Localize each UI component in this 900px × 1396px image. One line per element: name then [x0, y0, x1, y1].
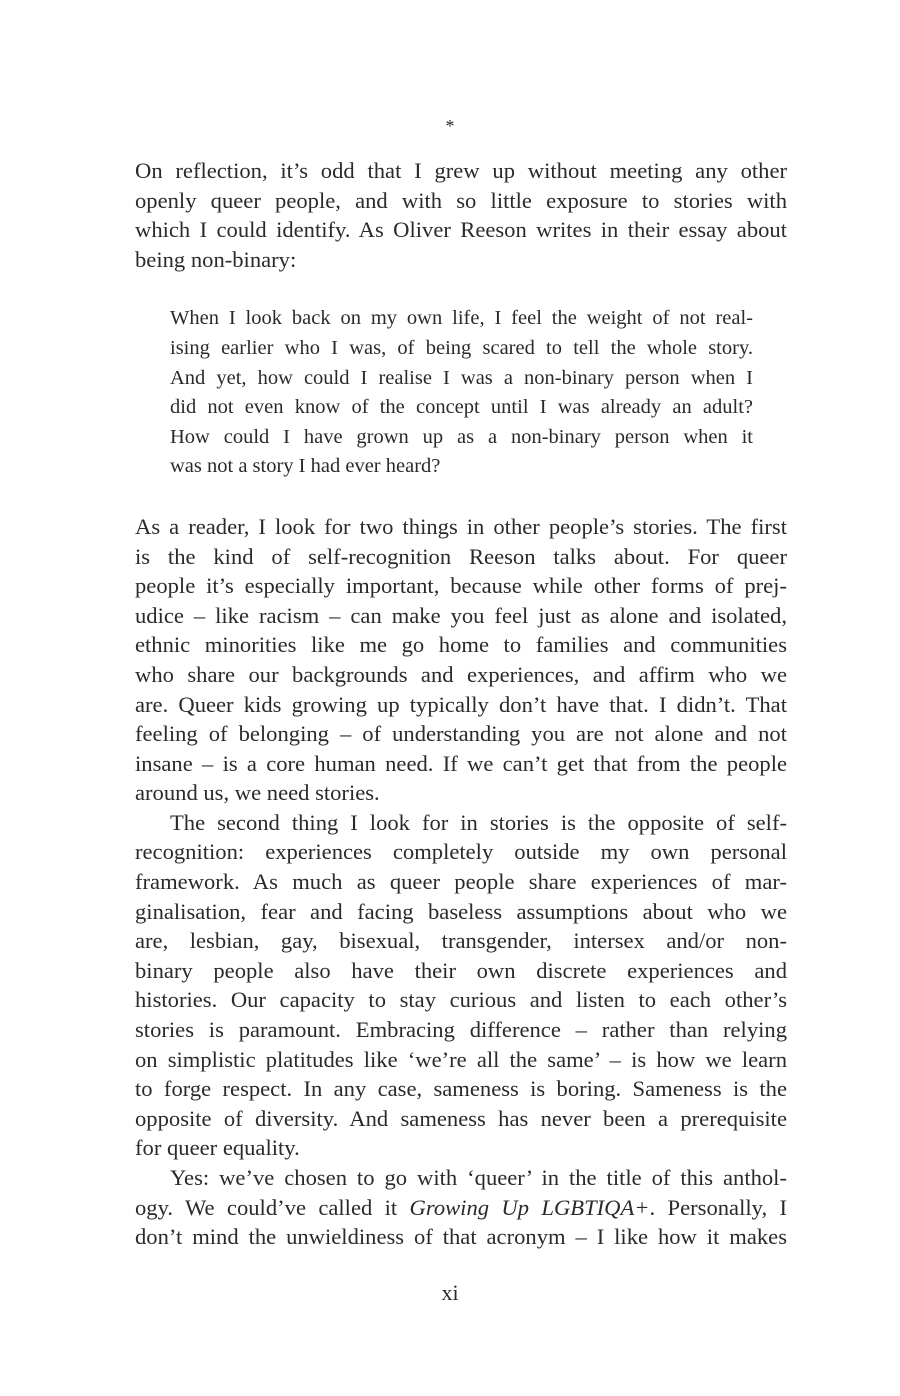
book-title: Growing Up LGBTIQA+ [409, 1194, 650, 1220]
text-line: As a reader, I look for two things in other people’s stories. The first [135, 513, 787, 539]
paragraph-queer-title [135, 1163, 787, 1252]
text-line: insane – is a core human need. If we can’t get that from the people [135, 750, 787, 776]
quote-line: And yet, how could I realise I was a non-binary person when I [170, 366, 753, 389]
text-line: ethnic minorities like me go home to families and communities [135, 632, 787, 658]
text-line: Yes: we’ve chosen to go with ‘queer’ in the title of this anthol- [170, 1165, 787, 1190]
text-line: openly queer people, and with so little exposure to stories with [135, 187, 787, 213]
quote-line: When I look back on my own life, I feel the weight of not real- [170, 307, 753, 330]
text-line: for queer equality. [135, 1135, 300, 1161]
text-line: The second thing I look for in stories is the opposite of self- [170, 809, 787, 835]
text-line: udice – like racism – can make you feel just as alone and isolated, [135, 602, 787, 628]
text-segment: ogy. We could’ve called it [135, 1194, 410, 1220]
quote-line: was not a story I had ever heard? [170, 455, 441, 478]
text-line: to forge respect. In any case, sameness is boring. Sameness is the [135, 1076, 787, 1102]
text-line: recognition: experiences completely outside my own personal [135, 839, 787, 865]
text-line: are. Queer kids growing up typically don’t have that. I didn’t. That [135, 691, 787, 717]
section-separator: * [445, 116, 455, 136]
text-line: binary people also have their own discrete experiences and [135, 957, 787, 983]
quote-line: How could I have grown up as a non-binary person when it [170, 425, 753, 448]
text-line: opposite of diversity. And sameness has never been a prerequisite [135, 1105, 787, 1131]
text-line: people it’s especially important, because while other forms of prej- [135, 573, 787, 599]
text-line: histories. Our capacity to stay curious and listen to each other’s [135, 987, 787, 1013]
paragraph-reader [135, 512, 787, 808]
body-text [135, 156, 787, 1252]
quote-line: did not even know of the concept until I was already an adult? [170, 396, 753, 419]
text-line-with-title [135, 1193, 787, 1223]
text-line: around us, we need stories. [135, 780, 380, 806]
text-line: being non-binary: [135, 246, 297, 272]
text-line: feeling of belonging – of understanding you are not alone and not [135, 721, 787, 747]
paragraph-second-thing [135, 808, 787, 1163]
text-line: on simplistic platitudes like ‘we’re all the same’ – is how we learn [135, 1046, 787, 1072]
text-line: which I could identify. As Oliver Reeson writes in their essay about [135, 217, 787, 243]
text-line: ginalisation, fear and facing baseless assumptions about who we [135, 898, 787, 924]
text-line: are, lesbian, gay, bisexual, transgender, intersex and/or non- [135, 928, 787, 954]
page-number: xi [441, 1280, 459, 1305]
text-segment: . Personally, I [649, 1194, 787, 1220]
text-line: is the kind of self-recognition Reeson talks about. For queer [135, 543, 787, 569]
text-line: On reflection, it’s odd that I grew up without meeting any other [135, 158, 787, 183]
quote-line: ising earlier who I was, of being scared to tell the whole story. [170, 336, 753, 359]
text-line: who share our backgrounds and experiences, and affirm who we [135, 661, 787, 687]
text-line: framework. As much as queer people share experiences of mar- [135, 869, 787, 895]
block-quote [170, 304, 753, 482]
text-line: don’t mind the unwieldiness of that acronym – I like how it makes [135, 1224, 787, 1250]
text-line: stories is paramount. Embracing difference – rather than relying [135, 1017, 787, 1043]
paragraph-reflection [135, 156, 787, 274]
